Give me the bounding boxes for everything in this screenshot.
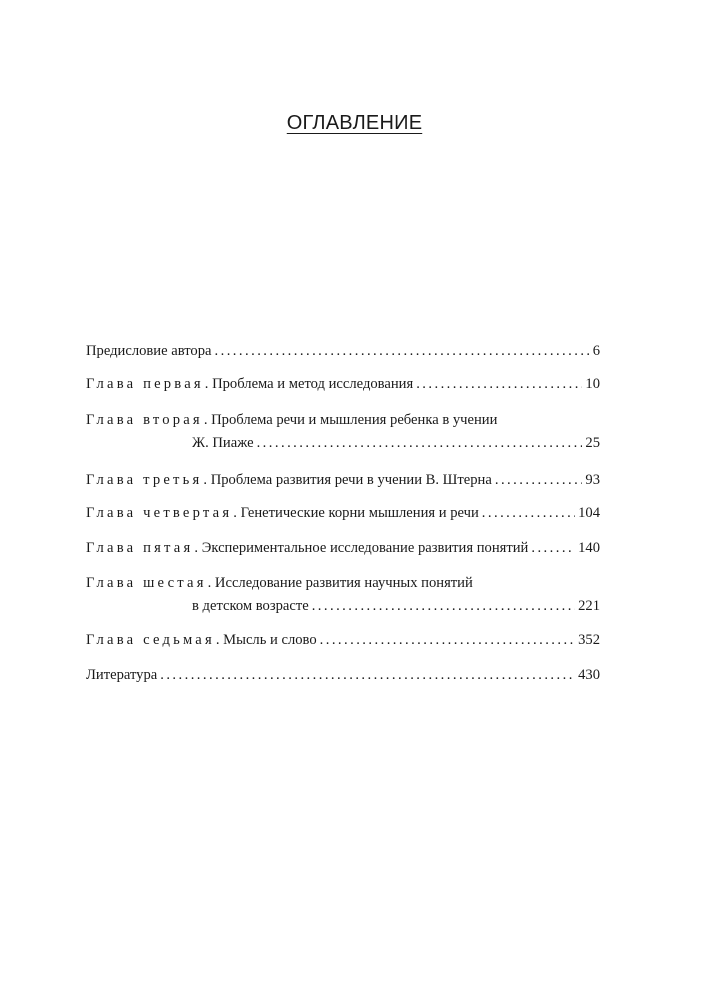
page-number: 93: [585, 472, 600, 488]
entry-title: Литература: [86, 667, 158, 683]
dot-leader: [482, 502, 575, 525]
toc-entry-chapter-4[interactable]: [86, 502, 600, 525]
entry-title: Предисловие автора: [86, 343, 212, 359]
entry-title: . Генетические корни мышления и речи: [233, 505, 479, 521]
chapter-label: Глава пятая: [86, 540, 194, 556]
chapter-label: Глава шестая: [86, 575, 207, 591]
page-number: 221: [578, 598, 600, 614]
dot-leader: [160, 664, 575, 687]
entry-title: . Мысль и слово: [215, 632, 317, 648]
toc-entry-chapter-7[interactable]: [86, 629, 600, 652]
dot-leader: [416, 373, 582, 396]
page-title-container: [0, 112, 709, 135]
page-number: 6: [592, 343, 600, 359]
page-number: 25: [585, 435, 600, 451]
page-number: 104: [578, 505, 600, 521]
entry-title: . Проблема и метод исследования: [204, 376, 414, 392]
entry-title-continuation: в детском возрасте: [192, 598, 309, 614]
toc-entry-chapter-5[interactable]: [86, 537, 600, 560]
dot-leader: [320, 629, 575, 652]
entry-title: . Исследование развития научных понятий: [207, 575, 473, 591]
page-number: 140: [578, 540, 600, 556]
entry-title: . Проблема развития речи в учении В. Штерна: [203, 472, 492, 488]
chapter-label: Глава седьмая: [86, 632, 215, 648]
toc-entry-chapter-6[interactable]: [86, 572, 600, 618]
toc-entry-literature[interactable]: [86, 664, 600, 687]
dot-leader: [495, 469, 583, 492]
entry-title-continuation: Ж. Пиаже: [192, 435, 254, 451]
toc-entry-chapter-2[interactable]: [86, 409, 600, 455]
dot-leader: [257, 432, 583, 455]
dot-leader: [215, 340, 590, 363]
page-title: ОГЛАВЛЕНИЕ: [286, 112, 423, 134]
toc-entry-chapter-3[interactable]: [86, 469, 600, 492]
chapter-label: Глава первая: [86, 376, 204, 392]
dot-leader: [531, 537, 575, 560]
chapter-label: Глава четвертая: [86, 505, 233, 521]
entry-title: . Экспериментальное исследование развития понятий: [194, 540, 529, 556]
page-number: 10: [585, 376, 600, 392]
page-number: 352: [578, 632, 600, 648]
dot-leader: [312, 595, 575, 618]
toc-entry-chapter-1[interactable]: [86, 373, 600, 396]
entry-title: . Проблема речи и мышления ребенка в учении: [203, 412, 498, 428]
chapter-label: Глава вторая: [86, 412, 203, 428]
toc-entry-preface[interactable]: [86, 340, 600, 363]
page-number: 430: [578, 667, 600, 683]
chapter-label: Глава третья: [86, 472, 203, 488]
